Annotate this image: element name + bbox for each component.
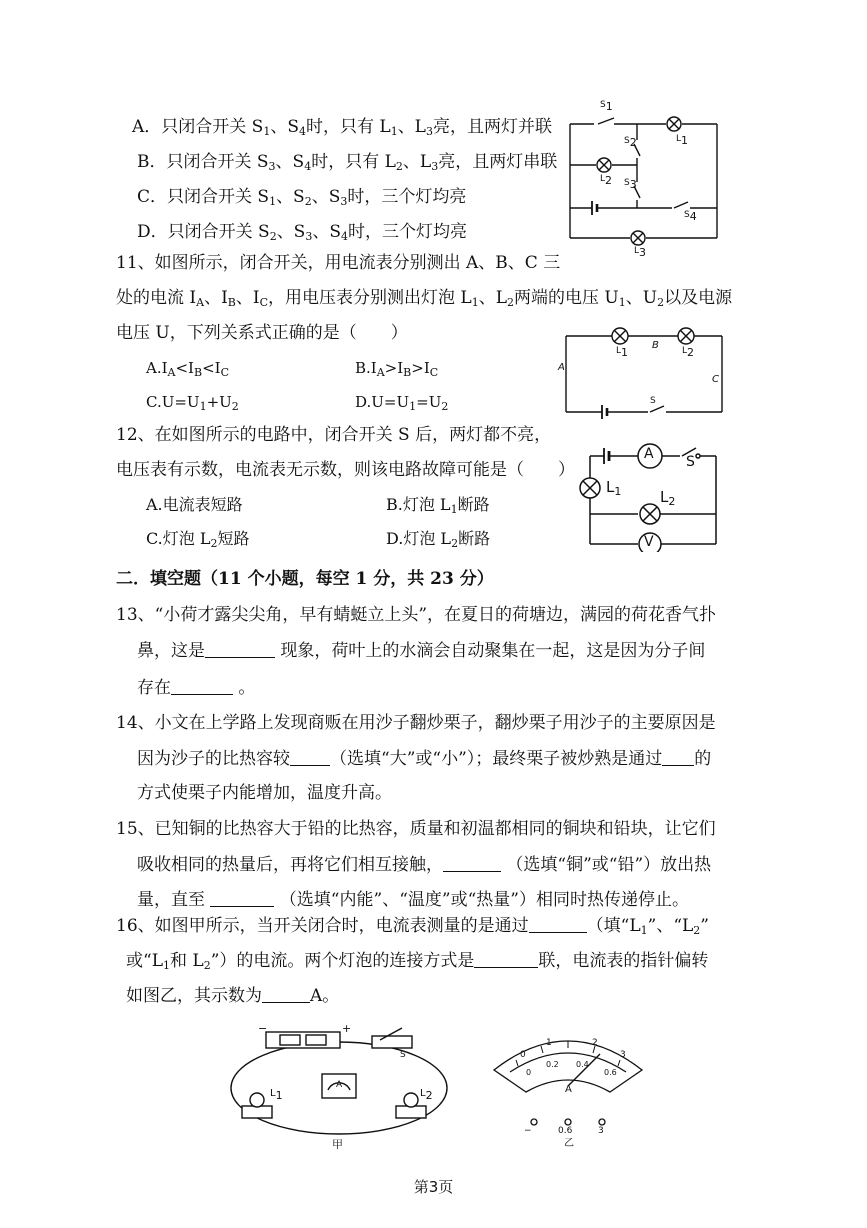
q16-line3: 如图乙，其示数为 A。 — [126, 986, 340, 1006]
page-number: 第3页 — [413, 1178, 454, 1196]
answer-blank[interactable] — [171, 676, 233, 695]
battery-plus-label: + — [342, 1022, 352, 1035]
q11-line2: 处的电流 $I_A$、$I_B$、$I_C$，用电压表分别测出灯泡 $L_1$、$L_2$两端的电压 $U_1$、$U_2$以及电源 — [116, 288, 733, 309]
answer-blank[interactable] — [474, 949, 538, 968]
q10-option-a: A．只闭合开关 $S_1$、$S_4$时，只有 $L_1$、$L_3$亮，且两灯并联 — [132, 117, 552, 138]
bottom-scale-0: 0 — [526, 1068, 532, 1077]
q13-line3: 存在 。 — [137, 678, 256, 698]
switch-s1-label: $S_1$ — [600, 100, 613, 113]
point-c-label: C — [712, 374, 719, 385]
q14-line1: 14、小文在上学路上发现商贩在用沙子翻炒栗子，翻炒栗子用沙子的主要原因是 — [116, 713, 716, 733]
unit-label: A — [565, 1084, 572, 1095]
voltmeter-label: V — [644, 534, 654, 550]
answer-blank[interactable] — [529, 914, 587, 933]
switch-s2-label: $S_2$ — [624, 136, 637, 149]
switch-s-label: S — [400, 1050, 406, 1060]
ammeter-label: A — [644, 446, 654, 462]
lamp-l1-label: $L_1$ — [616, 346, 629, 359]
switch-s4-label: $S_4$ — [684, 210, 697, 223]
bottom-scale-3: 0.6 — [604, 1068, 617, 1077]
q13-line1: 13、“小荷才露尖尖角，早有蜻蜓立上头”，在夏日的荷塘边，满园的荷花香气扑 — [116, 605, 717, 625]
q12-option-c: C.灯泡 $L_2$短路 — [146, 529, 250, 550]
q14-line2: 因为沙子的比热容较 （选填“大”或“小”）；最终栗子被炒熟是通过 的 — [137, 749, 712, 769]
q11-line3: 电压 U，下列关系式正确的是（ ） — [116, 323, 408, 343]
lamp-l2-label: $L_2$ — [682, 346, 695, 359]
q16-line1: 16、如图甲所示，当开关闭合时，电流表测量的是通过 （填“$L_1$”、“$L_2$” — [116, 916, 709, 937]
battery-pack-icon — [266, 1032, 340, 1048]
q12-option-d: D.灯泡 $L_2$断路 — [386, 529, 491, 550]
q11-option-b: $B.I_A>I_B>I_C$ — [355, 359, 439, 379]
q12-option-b: B.灯泡 $L_1$断路 — [386, 495, 490, 516]
battery-minus-label: − — [258, 1022, 268, 1035]
figure-a-caption: 甲 — [332, 1138, 343, 1151]
q16-line2: 或“$L_1$和 $L_2$”）的电流。两个灯泡的连接方式是 联，电流表的指针偏转 — [126, 951, 709, 972]
q14-line3: 方式使栗子内能增加，温度升高。 — [137, 783, 392, 803]
q10-option-d: D．只闭合开关 $S_2$、$S_3$、$S_4$时，三个灯均亮 — [137, 222, 467, 243]
terminal-minus-label: − — [524, 1126, 532, 1136]
q11-option-d: $D.U=U_1=U_2$ — [355, 393, 449, 413]
q10-option-c: C．只闭合开关 $S_1$、$S_2$、$S_3$时，三个灯均亮 — [137, 187, 467, 208]
section-heading: 二．填空题（11 个小题，每空 1 分，共 23 分） — [116, 569, 494, 589]
q15-line2: 吸收相同的热量后，再将它们相互接触， （选填“铜”或“铅”）放出热 — [137, 855, 712, 875]
lamp-l1-label: $L_1$ — [606, 478, 622, 498]
q10-circuit-diagram — [562, 98, 722, 258]
top-scale-0: 0 — [520, 1050, 526, 1060]
answer-blank[interactable] — [662, 747, 694, 766]
q12-circuit-diagram — [574, 440, 724, 552]
switch-icon — [372, 1036, 412, 1048]
lamp-l1-icon — [250, 1093, 264, 1107]
answer-blank[interactable] — [262, 984, 310, 1003]
q13-line2: 鼻，这是 现象，荷叶上的水滴会自动聚集在一起，这是因为分子间 — [137, 641, 706, 661]
q12-option-a: A.电流表短路 — [146, 495, 243, 514]
lamp-l2-label: $L_2$ — [600, 174, 613, 187]
answer-blank[interactable] — [205, 639, 275, 658]
point-a-label: A — [558, 362, 565, 373]
switch-s-label: S — [650, 396, 656, 406]
figure-b-caption: 乙 — [564, 1138, 574, 1149]
lamp-l2-icon — [404, 1093, 418, 1107]
q15-line3: 量，直至 （选填“内能”、“温度”或“热量”）相同时热传递停止。 — [137, 890, 689, 910]
top-scale-1: 1 — [546, 1038, 552, 1048]
q11-option-a: $A.I_A<I_B<I_C$ — [146, 359, 229, 379]
lamp-l3-label: $L_3$ — [634, 246, 647, 259]
q10-option-b: B．只闭合开关 $S_3$、$S_4$时，只有 $L_2$、$L_3$亮，且两灯串联 — [137, 152, 558, 173]
terminal-3-label: 3 — [598, 1126, 604, 1136]
answer-blank[interactable] — [443, 853, 501, 872]
q15-line1: 15、已知铜的比热容大于铅的比热容，质量和初温都相同的铜块和铅块，让它们 — [116, 819, 716, 839]
point-b-label: B — [652, 340, 659, 351]
top-scale-2: 2 — [592, 1038, 598, 1048]
lamp-l1-label: $L_1$ — [676, 134, 689, 147]
q11-circuit-diagram — [560, 320, 728, 420]
bottom-scale-2: 0.4 — [576, 1060, 589, 1069]
ammeter-label: A — [336, 1080, 343, 1090]
q11-option-c: $C.U=U_1+U_2$ — [146, 393, 239, 413]
q16-figure-b-ammeter-dial — [488, 1020, 648, 1149]
lamp-l2-label: $L_2$ — [420, 1088, 433, 1102]
answer-blank[interactable] — [210, 888, 274, 907]
q12-line2: 电压表有示数，电流表无示数，则该电路故障可能是（ ） — [116, 460, 575, 480]
q16-figure-a-circuit — [224, 1022, 454, 1151]
q12-line1: 12、在如图所示的电路中，闭合开关 S 后，两灯都不亮， — [116, 425, 552, 445]
terminal-0-6-label: 0.6 — [558, 1126, 573, 1136]
answer-blank[interactable] — [290, 747, 330, 766]
lamp-l1-label: $L_1$ — [270, 1088, 283, 1102]
lamp-l2-label: $L_2$ — [660, 488, 676, 508]
switch-s3-label: $S_3$ — [624, 178, 637, 191]
top-scale-3: 3 — [620, 1050, 626, 1060]
bottom-scale-1: 0.2 — [546, 1060, 559, 1069]
q11-line1: 11、如图所示，闭合开关，用电流表分别测出 A、B、C 三 — [116, 253, 561, 273]
switch-s-label: S — [686, 454, 695, 470]
